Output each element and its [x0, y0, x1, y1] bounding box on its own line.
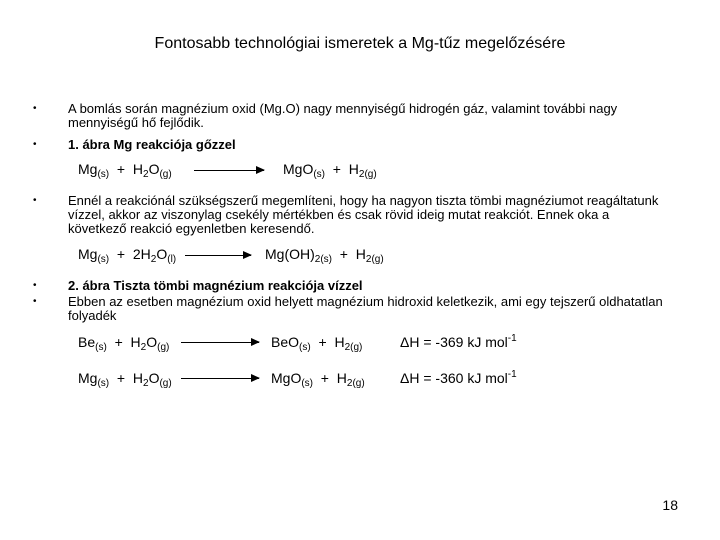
- bullet-1: •: [33, 103, 37, 114]
- reaction-arrow: [181, 342, 259, 343]
- eq2-reactants: $Mg_{(s)} + 2H_2O_{(l)}$: [78, 246, 177, 265]
- figure-caption-1: 1. ábra Mg reakciója gőzzel: [68, 137, 236, 152]
- page-title: Fontosabb technológiai ismeretek a Mg-tűz megelőzésére: [154, 35, 566, 52]
- bullet-4: •: [33, 280, 37, 291]
- eq4-products: $MgO_{(s)} + H_{2(g)}$: [271, 370, 365, 389]
- figure-caption-2: 2. ábra Tiszta tömbi magnézium reakciója vízzel: [68, 278, 363, 293]
- eq3-products: $BeO_{(s)} + H_{2(g)}$: [271, 334, 363, 353]
- reaction-arrow: [185, 255, 251, 256]
- bullet-3: •: [33, 195, 37, 206]
- paragraph-hydroxide: Ebben az esetben magnézium oxid helyett magnézium hidroxid keletkezik, ami egy tejszerű oldhatatlan folyadék: [68, 294, 663, 323]
- reaction-arrow: [194, 170, 264, 171]
- eq2-products: $Mg(OH)_{2(s)} + H_{2(g)}$: [265, 246, 384, 265]
- paragraph-pure-magnesium: Ennél a reakciónál szükségszerű megemlíteni, hogy ha nagyon tiszta tömbi magnéziumot reagáltatunk vízzel, akkor az viszonylag csekély mértékben és csak rövid ideig mutat reakciót. Ennek oka a következő reakció egyenletben keresendő.: [68, 193, 659, 236]
- eq1-reactants: $Mg_{(s)} + H_2O_{(g)}$: [78, 161, 172, 180]
- bullet-5: •: [33, 296, 37, 307]
- paragraph-decomposition: A bomlás során magnézium oxid (Mg.O) nagy mennyiségű hidrogén gáz, valamint további nagy mennyiségű hő fejlődik.: [68, 101, 618, 130]
- eq3-reactants: $Be_{(s)} + H_2O_{(g)}$: [78, 334, 170, 353]
- reaction-arrow: [181, 378, 259, 379]
- eq3-enthalpy: ΔH = -369 kJ mol$^{-1}$: [400, 333, 517, 350]
- eq4-reactants: $Mg_{(s)} + H_2O_{(g)}$: [78, 370, 172, 389]
- bullet-2: •: [33, 139, 37, 150]
- page-number: 18: [662, 497, 678, 513]
- eq1-products: $MgO_{(s)} + H_{2(g)}$: [283, 161, 377, 180]
- eq4-enthalpy: ΔH = -360 kJ mol$^{-1}$: [400, 369, 517, 386]
